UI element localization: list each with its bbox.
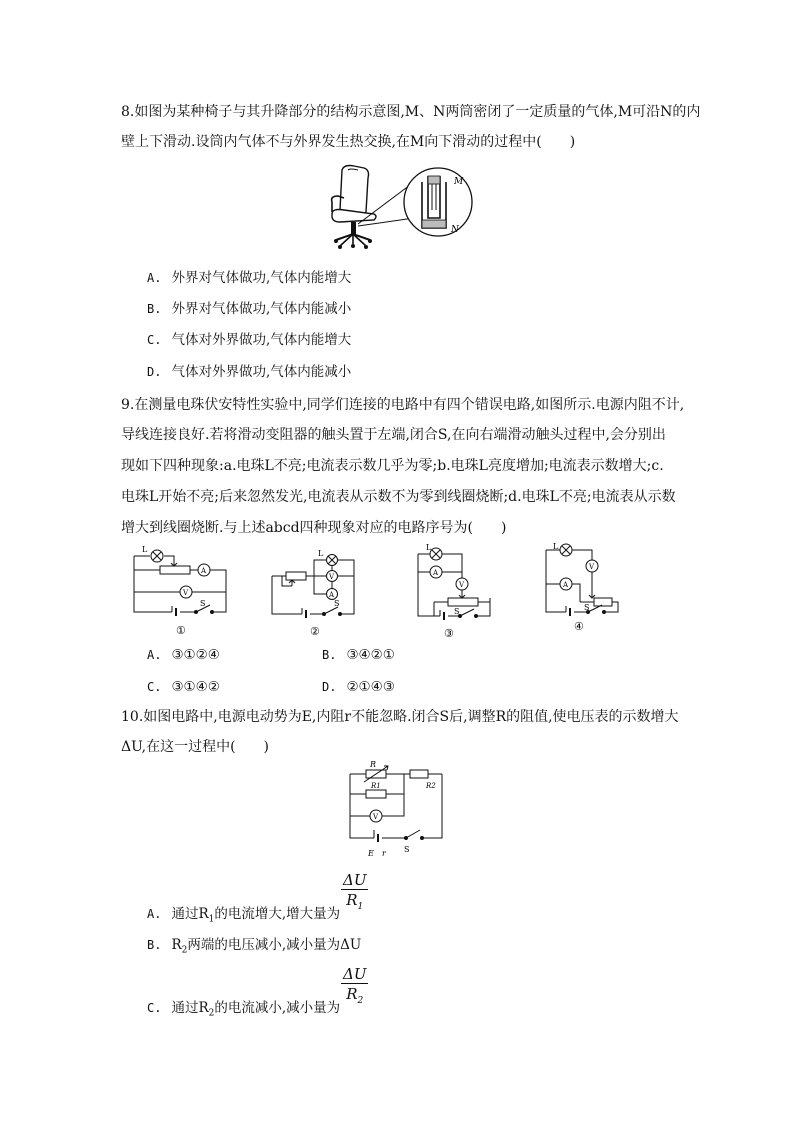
option-text-pre: 通过R xyxy=(171,1000,209,1016)
q9-stem-line3: 现如下四种现象:a.电珠L不亮;电流表示数几乎为零;b.电珠L亮度增加;电流表示数增大;c. xyxy=(121,458,664,474)
switch-label: S xyxy=(200,599,206,608)
option-text-post: 的电流增大,增大量为 xyxy=(214,906,341,922)
circuit-1-label: ① xyxy=(176,624,186,637)
q9-option-d[interactable] xyxy=(322,677,395,697)
voltmeter-label: V xyxy=(329,573,335,581)
option-key: B. xyxy=(147,302,162,316)
q9-stem-line1: 9.在测量电珠伏安特性实验中,同学们连接的电路中有四个错误电路,如图所示.电源内阻不计, xyxy=(121,397,685,413)
q9-option-b[interactable] xyxy=(322,645,395,665)
option-text-post: 的电流减小,减小量为 xyxy=(214,1000,341,1016)
ammeter-label: A xyxy=(563,581,569,589)
q8-option-b[interactable] xyxy=(147,299,351,319)
q8-option-d[interactable] xyxy=(147,362,351,382)
q8-option-a[interactable] xyxy=(147,268,351,288)
voltmeter-label: V xyxy=(183,589,189,597)
label-v: V xyxy=(373,813,379,821)
q10-stem-line1: 10.如图电路中,电源电动势为E,内阻r不能忽略.闭合S后,调整R的阻值,使电压表的示数增大 xyxy=(121,709,679,725)
q8-option-c[interactable] xyxy=(147,330,351,350)
label-r1: R1 xyxy=(371,782,381,790)
option-text: ③①④② xyxy=(171,679,220,695)
q10-fraction-a xyxy=(341,871,368,917)
q9-stem-line2: 导线连接良好.若将滑动变阻器的触头置于左端,闭合S,在向右端滑动触头过程中,会分别出 xyxy=(121,427,666,443)
q10-option-a[interactable] xyxy=(147,904,340,930)
switch-label: S xyxy=(454,607,460,616)
q8-stem-line1: 8.如图为某种椅子与其升降部分的结构示意图,M、N两筒密闭了一定质量的气体,M可沿N的内 xyxy=(121,104,701,120)
q10-fraction-c xyxy=(341,965,368,1011)
option-text: ②①④③ xyxy=(346,679,395,695)
subscript: 2 xyxy=(181,945,188,956)
option-key: C. xyxy=(147,680,162,694)
label-r2: R2 xyxy=(426,782,436,790)
q9-stem-line5: 增大到线圈烧断.与上述abcd四种现象对应的电路序号为( ) xyxy=(121,520,507,536)
q10-circuit xyxy=(338,760,458,868)
option-text: 外界对气体做功,气体内能增大 xyxy=(171,270,352,286)
lamp-label: L xyxy=(553,542,559,551)
q10-stem-line2: ΔU,在这一过程中( ) xyxy=(121,739,269,755)
circuit-2-label: ② xyxy=(310,625,320,638)
lamp-label: L xyxy=(142,545,148,554)
label-r-internal: r xyxy=(382,849,386,858)
label-s: S xyxy=(404,845,410,854)
fraction-numerator: ΔU xyxy=(343,965,367,983)
fraction-numerator: ΔU xyxy=(343,871,367,889)
option-text: ③①②④ xyxy=(171,647,220,663)
circuit-3-label: ③ xyxy=(444,627,454,640)
option-text: 气体对外界做功,气体内能增大 xyxy=(171,332,352,348)
circuit-3 xyxy=(404,544,504,642)
q10-option-b[interactable] xyxy=(147,935,361,961)
option-key: A. xyxy=(147,271,162,285)
option-text: 气体对外界做功,气体内能减小 xyxy=(171,364,352,380)
switch-label: S xyxy=(584,603,590,612)
option-text: ③④②① xyxy=(346,647,395,663)
option-key: C. xyxy=(147,333,162,347)
q9-option-c[interactable] xyxy=(147,677,220,697)
option-key: B. xyxy=(147,938,162,952)
fraction-denominator: $R_2$ xyxy=(346,985,364,1006)
subscript: 2 xyxy=(208,1008,215,1019)
lamp-label: L xyxy=(318,549,324,558)
voltmeter-label: V xyxy=(459,581,465,589)
circuit-4-label: ④ xyxy=(574,620,584,633)
fraction-denominator: $R_1$ xyxy=(346,891,364,912)
label-r: R xyxy=(370,760,377,769)
option-key: D. xyxy=(147,365,162,379)
chair-figure xyxy=(318,160,478,252)
option-key: A. xyxy=(147,907,162,921)
subscript: 1 xyxy=(208,914,215,925)
option-text-pre: R xyxy=(171,937,182,953)
circuit-4 xyxy=(536,540,636,636)
q9-option-a[interactable] xyxy=(147,645,220,665)
voltmeter-label: V xyxy=(589,563,595,571)
option-text-post: 两端的电压减小,减小量为ΔU xyxy=(187,937,362,953)
circuit-2 xyxy=(262,548,362,640)
q8-stem-line2: 壁上下滑动.设筒内气体不与外界发生热交换,在M向下滑动的过程中( ) xyxy=(121,134,576,150)
ammeter-label: A xyxy=(433,569,439,577)
label-m: M xyxy=(454,177,464,187)
option-key: C. xyxy=(147,1001,162,1015)
q10-option-c[interactable] xyxy=(147,998,340,1024)
ammeter-label: A xyxy=(329,591,335,599)
q9-stem-line4: 电珠L开始不亮;后来忽然发光,电流表从示数不为零到线圈烧断;d.电珠L不亮;电流表从示数 xyxy=(121,489,676,505)
option-key: A. xyxy=(147,648,162,662)
lamp-label: L xyxy=(426,544,432,552)
switch-label: S xyxy=(334,599,340,608)
ammeter-label: A xyxy=(201,567,207,575)
option-key: B. xyxy=(322,648,337,662)
option-text: 外界对气体做功,气体内能减小 xyxy=(171,301,352,317)
option-text-pre: 通过R xyxy=(171,906,209,922)
circuit-1 xyxy=(120,542,240,638)
option-key: D. xyxy=(322,680,337,694)
label-n: N xyxy=(451,225,459,235)
label-e: E xyxy=(368,849,374,858)
